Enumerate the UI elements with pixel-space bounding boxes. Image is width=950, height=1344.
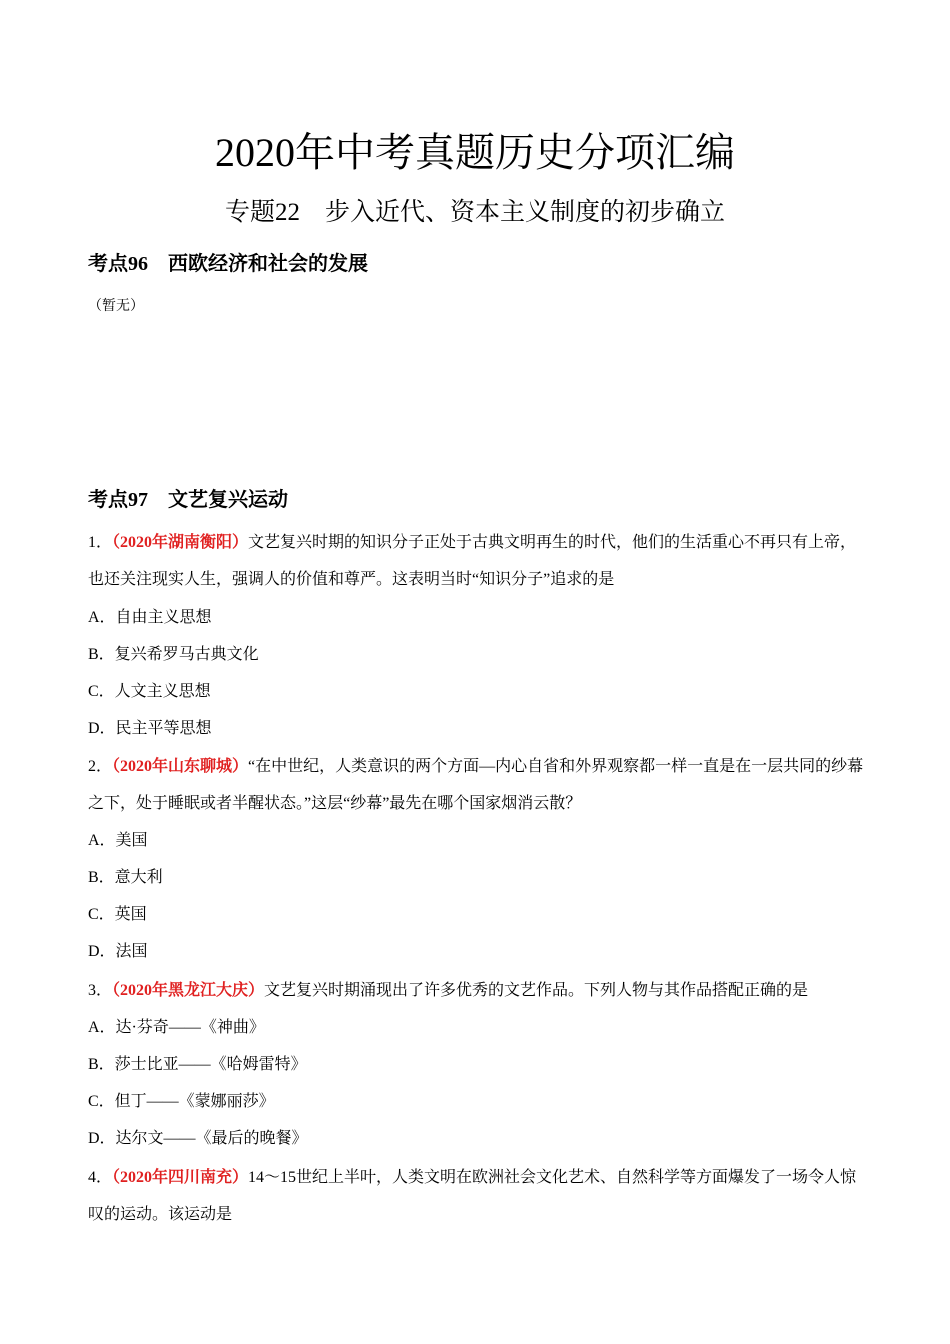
document-title: 2020年中考真题历史分项汇编: [215, 130, 735, 175]
option-d: D．法国: [88, 943, 148, 960]
option-b: B．莎士比亚——《哈姆雷特》: [88, 1056, 307, 1073]
question-source: （2020年四川南充）: [112, 1169, 249, 1186]
question-source: （2020年湖南衡阳）: [112, 534, 249, 551]
option-a: A．达·芬奇——《神曲》: [88, 1019, 265, 1036]
section-heading-97: 考点97 文艺复兴运动: [88, 489, 288, 511]
option-c: C．英国: [88, 906, 147, 923]
question-4: [88, 1159, 868, 1233]
option-d: D．达尔文——《最后的晚餐》: [88, 1130, 308, 1147]
question-2: [88, 748, 868, 822]
option-c: C．但丁——《蒙娜丽莎》: [88, 1093, 275, 1110]
section-note: （暂无）: [88, 299, 144, 314]
question-stem: 文艺复兴时期涌现出了许多优秀的文艺作品。下列人物与其作品搭配正确的是: [264, 982, 809, 999]
question-number: 2．: [88, 758, 113, 775]
question-3: [88, 972, 868, 1009]
question-source: （2020年山东聊城）: [112, 758, 249, 775]
option-b: B．意大利: [88, 869, 163, 886]
question-source: （2020年黑龙江大庆）: [112, 982, 265, 999]
option-c: C．人文主义思想: [88, 683, 211, 700]
document-subtitle: 专题22 步入近代、资本主义制度的初步确立: [224, 199, 725, 226]
question-number: 3．: [88, 982, 113, 999]
section-heading-96: 考点96 西欧经济和社会的发展: [88, 253, 368, 275]
question-stem: “在中世纪，人类意识的两个方面—内心自省和外界观察都一样一直是在一层共同的纱幕之下，处于睡眠或者半醒状态。”这层“纱幕”最先在哪个国家烟消云散？: [88, 758, 864, 812]
question-stem: 14～15世纪上半叶，人类文明在欧洲社会文化艺术、自然科学等方面爆发了一场令人惊叹的运动。该运动是: [88, 1169, 857, 1223]
option-b: B．复兴希罗马古典文化: [88, 646, 259, 663]
question-number: 1．: [88, 534, 113, 551]
option-d: D．民主平等思想: [88, 720, 212, 737]
option-a: A．美国: [88, 832, 148, 849]
option-a: A．自由主义思想: [88, 609, 212, 626]
question-stem: 文艺复兴时期的知识分子正处于古典文明再生的时代，他们的生活重心不再只有上帝，也还关注现实人生，强调人的价值和尊严。这表明当时“知识分子”追求的是: [88, 534, 857, 588]
question-1: [88, 524, 868, 598]
question-number: 4．: [88, 1169, 113, 1186]
